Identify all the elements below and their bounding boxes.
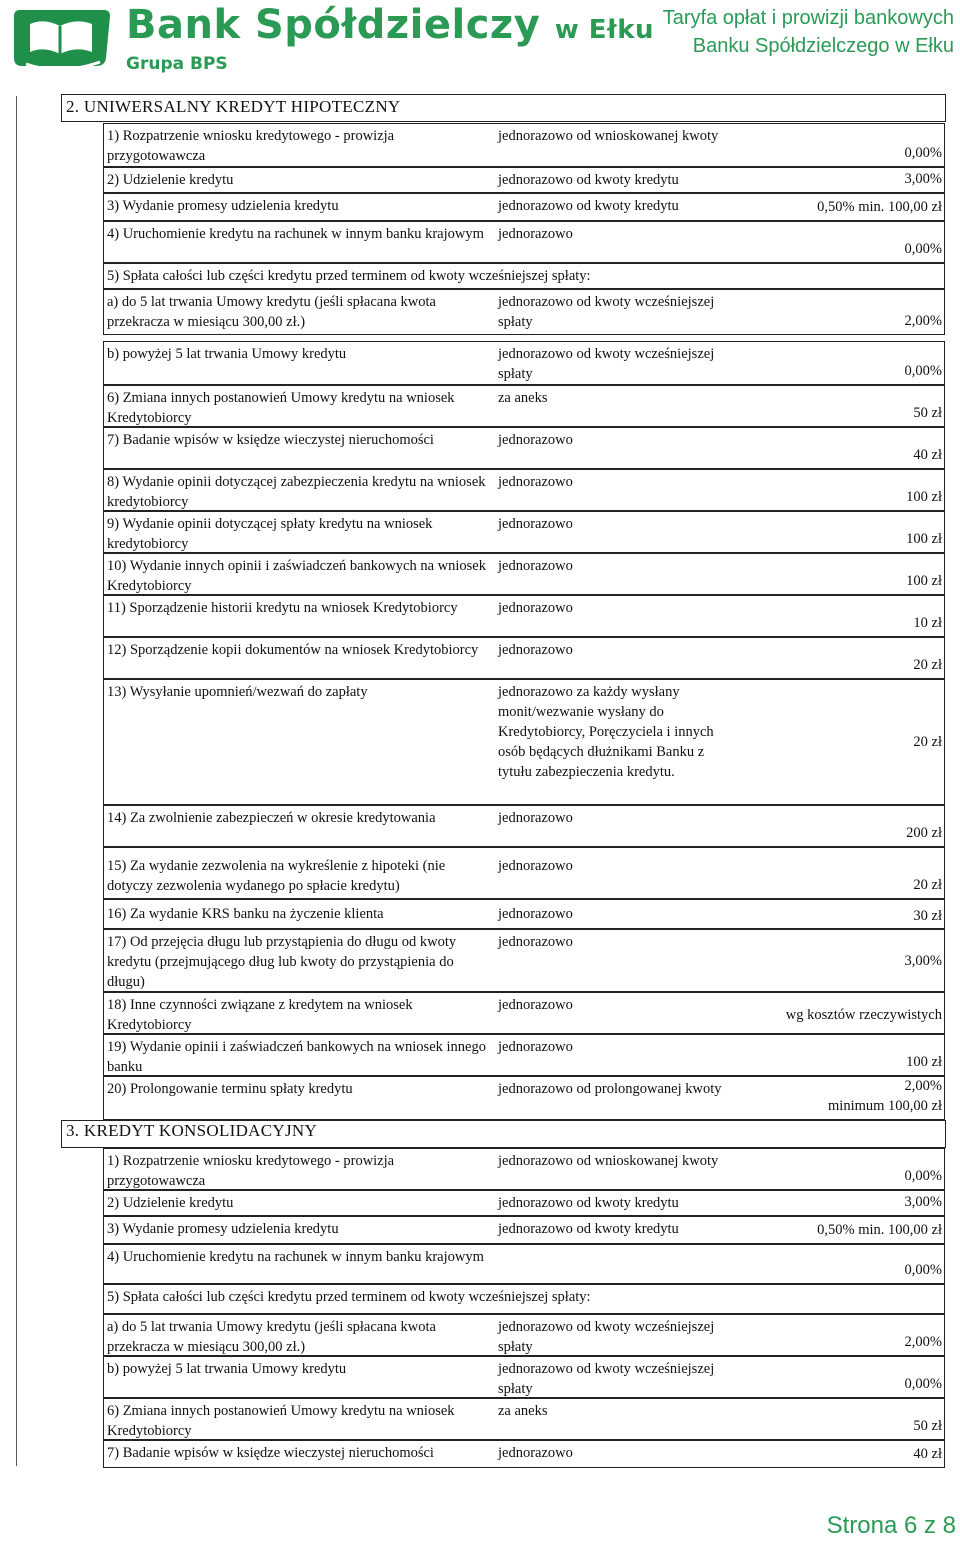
row-fee-rate: 2,00% bbox=[904, 1078, 942, 1094]
document-title bbox=[663, 4, 954, 60]
row-fee: 100 zł bbox=[906, 573, 942, 589]
row-frequency: jednorazowo od kwoty kredytu bbox=[498, 1195, 679, 1211]
row-description: 1) Rozpatrzenie wniosku kredytowego - prowizja przygotowawcza bbox=[107, 1153, 395, 1189]
page-header bbox=[0, 0, 960, 86]
row-frequency: jednorazowo bbox=[498, 474, 573, 490]
row-frequency: za aneks bbox=[498, 390, 548, 406]
row-description: 18) Inne czynności związane z kredytem na wniosek Kredytobiorcy bbox=[107, 997, 413, 1033]
row-description: a) do 5 lat trwania Umowy kredytu (jeśli spłacana kwota przekracza w miesiącu 300,00 zł.) bbox=[107, 1319, 436, 1355]
row-description: 6) Zmiana innych postanowień Umowy kredytu na wniosek Kredytobiorcy bbox=[107, 390, 455, 426]
row-fee: 30 zł bbox=[913, 908, 942, 924]
table-row bbox=[103, 1314, 945, 1356]
table-row bbox=[103, 1190, 945, 1216]
table-row bbox=[103, 167, 945, 193]
row-description: a) do 5 lat trwania Umowy kredytu (jeśli spłacana kwota przekracza w miesiącu 300,00 zł.) bbox=[107, 294, 436, 330]
table-row bbox=[103, 1244, 945, 1284]
row-description: b) powyżej 5 lat trwania Umowy kredytu bbox=[107, 1361, 347, 1377]
row-description: 7) Badanie wpisów w księdze wieczystej nieruchomości bbox=[107, 432, 434, 448]
table-row bbox=[103, 847, 945, 899]
row-fee: 0,00% bbox=[904, 1168, 942, 1184]
row-frequency: jednorazowo od wnioskowanej kwoty bbox=[498, 1153, 719, 1169]
row-frequency: za aneks bbox=[498, 1403, 548, 1419]
table-row bbox=[103, 193, 945, 221]
row-description: 5) Spłata całości lub części kredytu przed terminem od kwoty wcześniejszej spłaty: bbox=[107, 1289, 591, 1305]
row-frequency: jednorazowo od kwoty wcześniejszej spłaty bbox=[498, 1361, 715, 1397]
row-fee: 0,50% min. 100,00 zł bbox=[817, 1222, 942, 1238]
table-row bbox=[103, 1148, 945, 1190]
row-frequency: jednorazowo od kwoty kredytu bbox=[498, 1221, 679, 1237]
table-row bbox=[103, 1356, 945, 1398]
row-frequency: jednorazowo bbox=[498, 432, 573, 448]
row-description: 3) Wydanie promesy udzielenia kredytu bbox=[107, 198, 339, 214]
row-frequency: jednorazowo bbox=[498, 642, 573, 658]
table-row bbox=[103, 1440, 945, 1468]
document-title-line1: Taryfa opłat i prowizji bankowych bbox=[662, 7, 954, 29]
row-description: b) powyżej 5 lat trwania Umowy kredytu bbox=[107, 346, 347, 362]
row-description: 3) Wydanie promesy udzielenia kredytu bbox=[107, 1221, 339, 1237]
row-frequency: jednorazowo bbox=[498, 558, 573, 574]
row-description: 16) Za wydanie KRS banku na życzenie klienta bbox=[107, 906, 384, 922]
bank-logo-icon bbox=[8, 6, 114, 72]
table-row bbox=[103, 1034, 945, 1076]
table-row bbox=[103, 1284, 945, 1314]
row-frequency: jednorazowo od kwoty wcześniejszej spłaty bbox=[498, 294, 715, 330]
table-row bbox=[103, 899, 945, 929]
document-title-line2: Banku Spółdzielczego w Ełku bbox=[692, 35, 954, 57]
row-description: 15) Za wydanie zezwolenia na wykreślenie z hipoteki (nie dotyczy zezwolenia wydanego po spłacie kredytu) bbox=[107, 858, 446, 894]
table-row bbox=[103, 595, 945, 637]
row-description: 2) Udzielenie kredytu bbox=[107, 1195, 234, 1211]
table-row bbox=[103, 1398, 945, 1440]
row-fee: 20 zł bbox=[913, 877, 942, 893]
row-fee: 20 zł bbox=[913, 734, 942, 750]
table-row bbox=[103, 385, 945, 427]
row-frequency: jednorazowo bbox=[498, 810, 573, 826]
row-fee: 20 zł bbox=[913, 657, 942, 673]
brand-suffix: w Ełku bbox=[554, 15, 654, 45]
row-fee: 100 zł bbox=[906, 489, 942, 505]
row-frequency: jednorazowo bbox=[498, 600, 573, 616]
row-fee: 2,00% bbox=[904, 313, 942, 329]
row-frequency: jednorazowo bbox=[498, 1445, 573, 1461]
row-fee: 0,00% bbox=[904, 145, 942, 161]
row-frequency: jednorazowo bbox=[498, 516, 573, 532]
row-description: 19) Wydanie opinii i zaświadczeń bankowych na wniosek innego banku bbox=[107, 1039, 486, 1075]
table-row bbox=[103, 221, 945, 263]
section-2-title: 2. UNIWERSALNY KREDYT HIPOTECZNY bbox=[66, 97, 401, 116]
table-row bbox=[103, 427, 945, 469]
brand-name: Bank Spółdzielczy w Ełku bbox=[126, 2, 654, 48]
row-frequency: jednorazowo bbox=[498, 1039, 573, 1055]
row-description: 10) Wydanie innych opinii i zaświadczeń bankowych na wniosek Kredytobiorcy bbox=[107, 558, 486, 594]
row-description: 11) Sporządzenie historii kredytu na wniosek Kredytobiorcy bbox=[107, 600, 458, 616]
table-row bbox=[103, 511, 945, 553]
row-fee: 50 zł bbox=[913, 1418, 942, 1434]
table-row bbox=[103, 929, 945, 992]
table-row bbox=[103, 469, 945, 511]
row-fee: 40 zł bbox=[913, 1446, 942, 1462]
table-row bbox=[103, 289, 945, 335]
row-fee: 40 zł bbox=[913, 447, 942, 463]
page-number: Strona 6 z 8 bbox=[826, 1512, 956, 1539]
row-fee: 50 zł bbox=[913, 405, 942, 421]
table-row bbox=[103, 992, 945, 1034]
row-description: 13) Wysyłanie upomnień/wezwań do zapłaty bbox=[107, 684, 368, 700]
row-fee: 10 zł bbox=[913, 615, 942, 631]
table-row bbox=[103, 123, 945, 167]
section-3-title: 3. KREDYT KONSOLIDACYJNY bbox=[66, 1121, 318, 1140]
row-frequency: jednorazowo od kwoty kredytu bbox=[498, 198, 679, 214]
row-description: 2) Udzielenie kredytu bbox=[107, 172, 234, 188]
row-fee: 100 zł bbox=[906, 531, 942, 547]
row-description: 7) Badanie wpisów w księdze wieczystej nieruchomości bbox=[107, 1445, 434, 1461]
row-frequency: jednorazowo od kwoty wcześniejszej spłaty bbox=[498, 346, 715, 382]
row-description: 17) Od przejęcia długu lub przystąpienia do długu od kwoty kredytu (przejmującego dług lub kwoty do przystąpienia do długu) bbox=[107, 934, 457, 990]
table-row bbox=[103, 341, 945, 385]
row-description: 5) Spłata całości lub części kredytu przed terminem od kwoty wcześniejszej spłaty: bbox=[107, 268, 591, 284]
row-description: 6) Zmiana innych postanowień Umowy kredytu na wniosek Kredytobiorcy bbox=[107, 1403, 455, 1439]
row-description: 8) Wydanie opinii dotyczącej zabezpieczenia kredytu na wniosek kredytobiorcy bbox=[107, 474, 486, 510]
row-frequency: jednorazowo od prolongowanej kwoty bbox=[498, 1081, 722, 1097]
table-row bbox=[103, 1216, 945, 1244]
row-fee: 200 zł bbox=[906, 825, 942, 841]
row-fee: 0,00% bbox=[904, 1376, 942, 1392]
row-description: 4) Uruchomienie kredytu na rachunek w innym banku krajowym bbox=[107, 1249, 484, 1265]
row-fee: 3,00% bbox=[904, 953, 942, 969]
row-frequency: jednorazowo bbox=[498, 906, 573, 922]
row-description: 9) Wydanie opinii dotyczącej spłaty kredytu na wniosek kredytobiorcy bbox=[107, 516, 433, 552]
table-row bbox=[103, 637, 945, 679]
left-margin-line bbox=[16, 96, 17, 1466]
row-frequency: jednorazowo bbox=[498, 997, 573, 1013]
row-fee: 3,00% bbox=[904, 171, 942, 187]
row-description: 14) Za zwolnienie zabezpieczeń w okresie kredytowania bbox=[107, 810, 436, 826]
row-fee: 0,00% bbox=[904, 1262, 942, 1278]
row-fee: 2,00% bbox=[904, 1334, 942, 1350]
table-row bbox=[103, 805, 945, 847]
row-fee: 0,00% bbox=[904, 241, 942, 257]
row-frequency: jednorazowo od kwoty wcześniejszej spłaty bbox=[498, 1319, 715, 1355]
table-row bbox=[103, 679, 945, 805]
group-name: Grupa BPS bbox=[126, 54, 228, 74]
row-frequency: jednorazowo od wnioskowanej kwoty bbox=[498, 128, 719, 144]
row-description: 12) Sporządzenie kopii dokumentów na wniosek Kredytobiorcy bbox=[107, 642, 479, 658]
row-description: 1) Rozpatrzenie wniosku kredytowego - prowizja przygotowawcza bbox=[107, 128, 395, 164]
row-frequency: jednorazowo bbox=[498, 226, 573, 242]
row-fee: 0,50% min. 100,00 zł bbox=[817, 199, 942, 215]
row-description: 20) Prolongowanie terminu spłaty kredytu bbox=[107, 1081, 353, 1097]
row-fee-minimum: minimum 100,00 zł bbox=[828, 1098, 942, 1114]
row-fee: 3,00% bbox=[904, 1194, 942, 1210]
row-frequency: jednorazowo od kwoty kredytu bbox=[498, 172, 679, 188]
row-fee: 100 zł bbox=[906, 1054, 942, 1070]
row-frequency: jednorazowo bbox=[498, 934, 573, 950]
table-row bbox=[103, 1076, 945, 1120]
row-frequency: jednorazowo bbox=[498, 858, 573, 874]
table-row bbox=[103, 553, 945, 595]
row-fee: 0,00% bbox=[904, 363, 942, 379]
row-fee: wg kosztów rzeczywistych bbox=[785, 1007, 942, 1023]
row-frequency: jednorazowo za każdy wysłany monit/wezwanie wysłany do Kredytobiorcy, Poręczyciela i innych osób będących dłużnikami Banku z tytułu zabezpieczenia kredytu. bbox=[498, 684, 714, 780]
row-description: 4) Uruchomienie kredytu na rachunek w innym banku krajowym bbox=[107, 226, 484, 242]
table-row bbox=[103, 263, 945, 289]
row-fee bbox=[828, 1076, 942, 1116]
